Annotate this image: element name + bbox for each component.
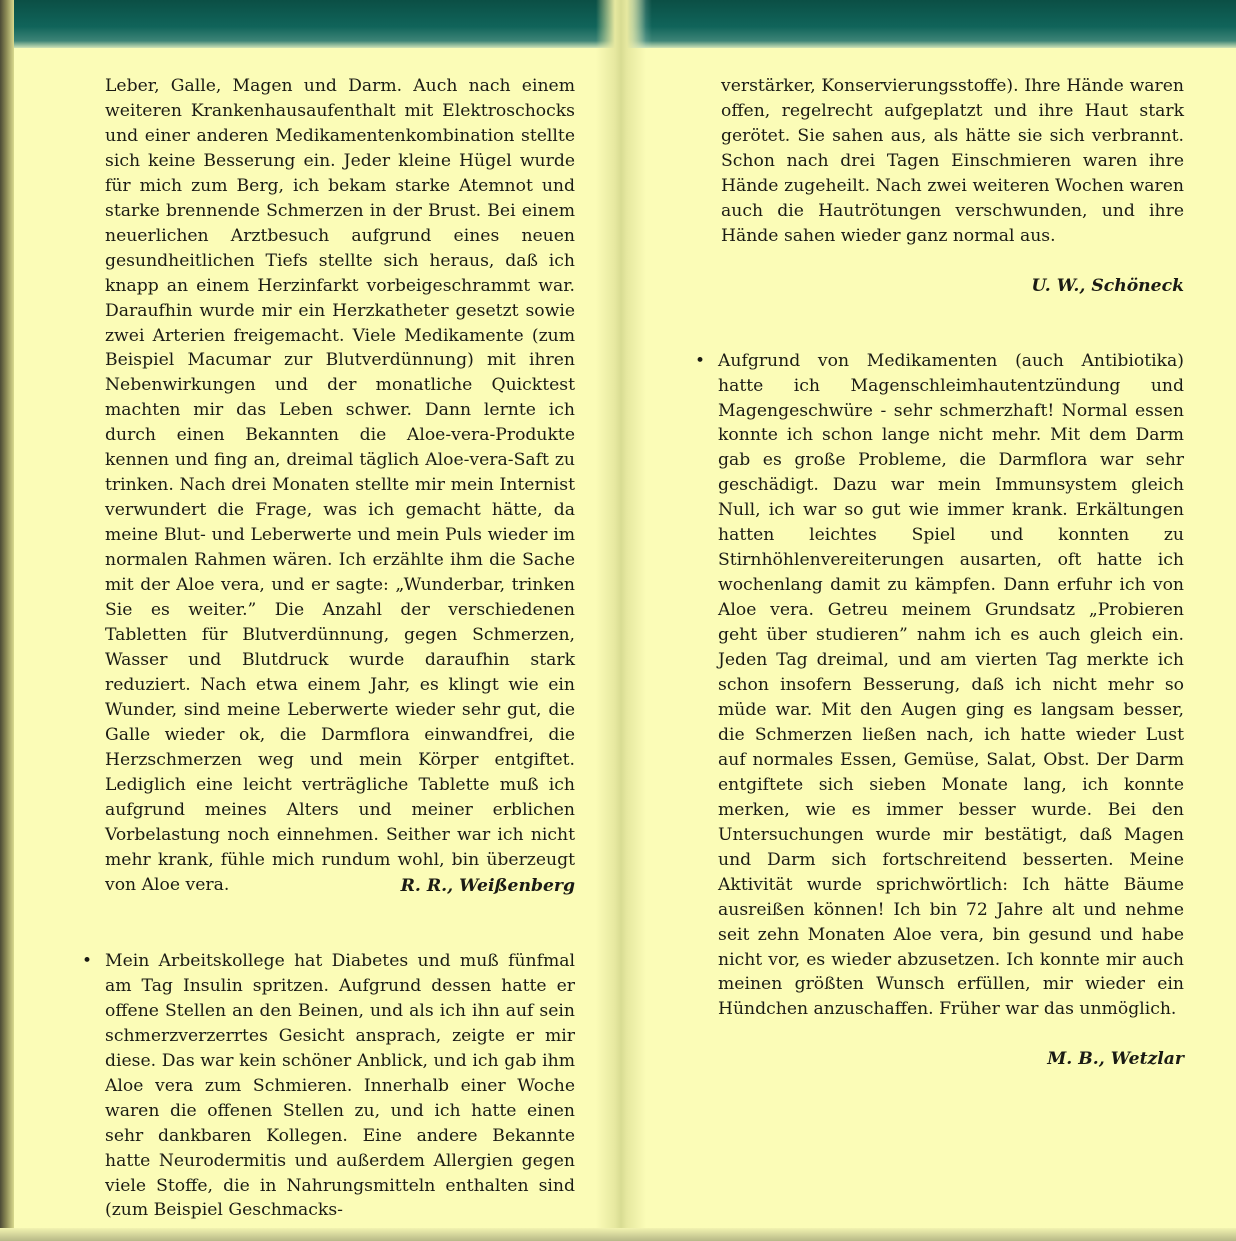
left-testimonial-1-text: Leber, Galle, Magen und Darm. Auch nach einem weiteren Krankenhausaufenthalt mit Elektroschocks und einer anderen Medikamentenkombination stellte sich keine Besserung ein. Jeder kleine Hügel wurde für mich zum Berg, ich bekam starke Atemnot und starke brennende Schmerzen in der Brust. Bei einem neuerlichen Arztbesuch aufgrund eines neuen gesundheitlichen Tiefs stellte sich heraus, daß ich knapp an einem Herzinfarkt vorbeigeschrammt war. Daraufhin wurde mir ein Herzkatheter gesetzt sowie zwei Arterien freigemacht. Viele Medikamente (zum Beispiel Macumar zur Blutverdünnung) mit ihren Nebenwirkungen und der monatliche Quicktest machten mir das Leben schwer. Dann lernte ich durch einen Bekannten die Aloe-vera-Produkte kennen und fing an, dreimal täglich Aloe-vera-Saft zu trinken. Nach drei Monaten stellte mir mein Internist verwundert die Frage, was ich gemacht hätte, da meine Blut- und Leberwerte und mein Puls wieder im normalen Rahmen wären. Ich erzählte ihm die Sache mit der Aloe vera, und er sagte: „Wunderbar, trinken Sie es weiter.” Die Anzahl der verschiedenen Tabletten für Blutverdünnung, gegen Schmerzen, Wasser und Blutdruck wurde daraufhin stark reduziert. Nach etwa einem Jahr, es klingt wie ein Wunder, sind meine Leberwerte wieder sehr gut, die Galle wieder ok, die Darmflora einwandfrei, die Herzschmerzen weg und mein Körper entgiftet. Lediglich eine leicht verträgliche Tablette muß ich aufgrund meines Alters und meiner erblichen Vorbelastung noch einnehmen. Seither war ich nicht mehr krank, fühle mich rundum wohl, bin überzeugt von Aloe vera. bbox=[105, 76, 575, 895]
bullet-icon: • bbox=[695, 350, 706, 371]
right-testimonial-2-text: Aufgrund von Medikamenten (auch Antibiotika) hatte ich Magenschleimhautentzündung und Magengeschwüre - sehr schmerzhaft! Normal essen konnte ich schon lange nicht mehr. Mit dem Darm gab es große Probleme, die Darmflora war sehr geschädigt. Dazu war mein Immunsystem gleich Null, ich war so gut wie immer krank. Erkältungen hatten leichtes Spiel und konnten zu Stirnhöhlenvereiterungen ausarten, oft hatte ich wochenlang damit zu kämpfen. Dann erfuhr ich von Aloe vera. Getreu meinem Grundsatz „Probieren geht über studieren” nahm ich es auch gleich ein. Jeden Tag dreimal, und am vierten Tag merkte ich schon insofern Besserung, daß ich nicht mehr so müde war. Mit den Augen ging es langsam besser, die Schmerzen ließen nach, ich hatte wieder Lust auf normales Essen, Gemüse, Salat, Obst. Der Darm entgiftete sich sieben Monate lang, ich konnte merken, wie es immer besser wurde. Bei den Untersuchungen wurde mir bestätigt, daß Magen und Darm sich fortschreitend besserten. Meine Aktivität wurde sprichwörtlich: Ich hätte Bäume ausreißen können! Ich bin 72 Jahre alt und nehme seit zehn Monaten Aloe vera, bin gesund und habe nicht vor, es wieder abzusetzen. Ich konnte mir auch meinen größten Wunsch erfüllen, mir wieder ein Hündchen anzuschaffen. Früher war das unmöglich. bbox=[718, 350, 1184, 1020]
right-testimonial-1-text: verstärker, Konservierungsstoffe). Ihre Hände waren offen, regelrecht aufgeplatzt und ihre Haut stark gerötet. Sie sahen aus, als hätte sie sich verbrannt. Schon nach drei Tagen Einschmieren waren ihre Hände zugeheilt. Nach zwei weiteren Wochen waren auch die Hautrötungen verschwunden, und ihre Hände sahen wieder ganz normal aus. bbox=[721, 76, 1184, 246]
bullet-icon: • bbox=[82, 950, 93, 971]
left-page-edge bbox=[0, 0, 14, 1241]
left-testimonial-2-text: Mein Arbeitskollege hat Diabetes und muß fünfmal am Tag Insulin spritzen. Aufgrund dessen hatte er offene Stellen an den Beinen, und als ich ihn auf sein schmerzverzerrtes Gesicht ansprach, zeigte er mir diese. Das war kein schöner Anblick, und ich gab ihm Aloe vera zum Schmieren. Innerhalb einer Woche waren die offenen Stellen zu, und ich hatte einen sehr dankbaren Kollegen. Eine andere Bekannte hatte Neurodermitis und außerdem Allergien gegen viele Stoffe, die in Nahrungsmitteln enthalten sind (zum Beispiel Geschmacks- bbox=[105, 950, 575, 1221]
bottom-page-edge bbox=[0, 1228, 1236, 1241]
right-signature-2: M. B., Wetzlar bbox=[1047, 1049, 1184, 1070]
left-bullet-item bbox=[82, 949, 575, 1223]
right-bullet-item bbox=[695, 349, 1184, 1023]
book-gutter bbox=[596, 0, 646, 1241]
right-signature-1: U. W., Schöneck bbox=[1031, 275, 1184, 296]
left-page bbox=[82, 74, 575, 1223]
left-signature-1: R. R., Weißenberg bbox=[400, 876, 575, 896]
right-page bbox=[695, 74, 1184, 1072]
